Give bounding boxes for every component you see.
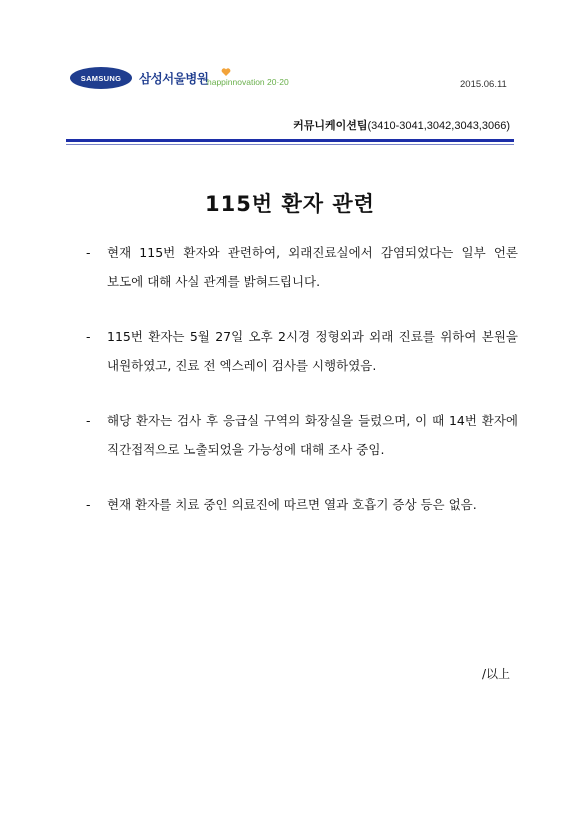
bullet-dash: - [86,497,91,512]
statement-text: 115번 환자는 5월 27일 오후 2시경 정형외과 외래 진료를 위하여 본원을 내원하였고, 진료 전 엑스레이 검사를 시행하였음. [107,329,518,373]
slogan-logo [207,67,297,89]
bullet-dash: - [86,413,91,428]
statement-item [86,322,518,380]
hospital-name: 삼성서울병원 [139,71,209,86]
closing-mark: /以上 [481,667,510,681]
samsung-logo-text: SAMSUNG [80,73,122,83]
statement-text: 현재 115번 환자와 관련하여, 외래진료실에서 감염되었다는 일부 언론 보도에 대해 사실 관계를 밝혀드립니다. [107,245,518,289]
header-divider-thin [66,144,514,145]
statement-item [86,490,518,519]
statement-item [86,406,518,464]
statement-text: 해당 환자는 검사 후 응급실 구역의 화장실을 들렀으며, 이 때 14번 환자에 직간접적으로 노출되었을 가능성에 대해 조사 중임. [107,413,518,457]
contact-label: 커뮤니케이션팀 [293,119,368,132]
statement-text: 현재 환자를 치료 중인 의료진에 따르면 열과 호흡기 증상 등은 없음. [107,497,477,512]
document-date: 2015.06.11 [460,79,507,90]
bullet-dash: - [86,329,91,344]
heart-icon [221,67,231,77]
slogan-text: happinnovation 20·20 [207,77,289,87]
document-header [0,0,580,150]
header-divider-thick [66,139,514,142]
contact-phones: (3410-3041,3042,3043,3066) [367,120,510,132]
document-title: 115번 환자 관련 [205,192,375,217]
samsung-logo [70,67,132,89]
statement-item [86,238,518,296]
contact-info [293,117,510,133]
statement-list [86,238,518,519]
bullet-dash: - [86,245,91,260]
